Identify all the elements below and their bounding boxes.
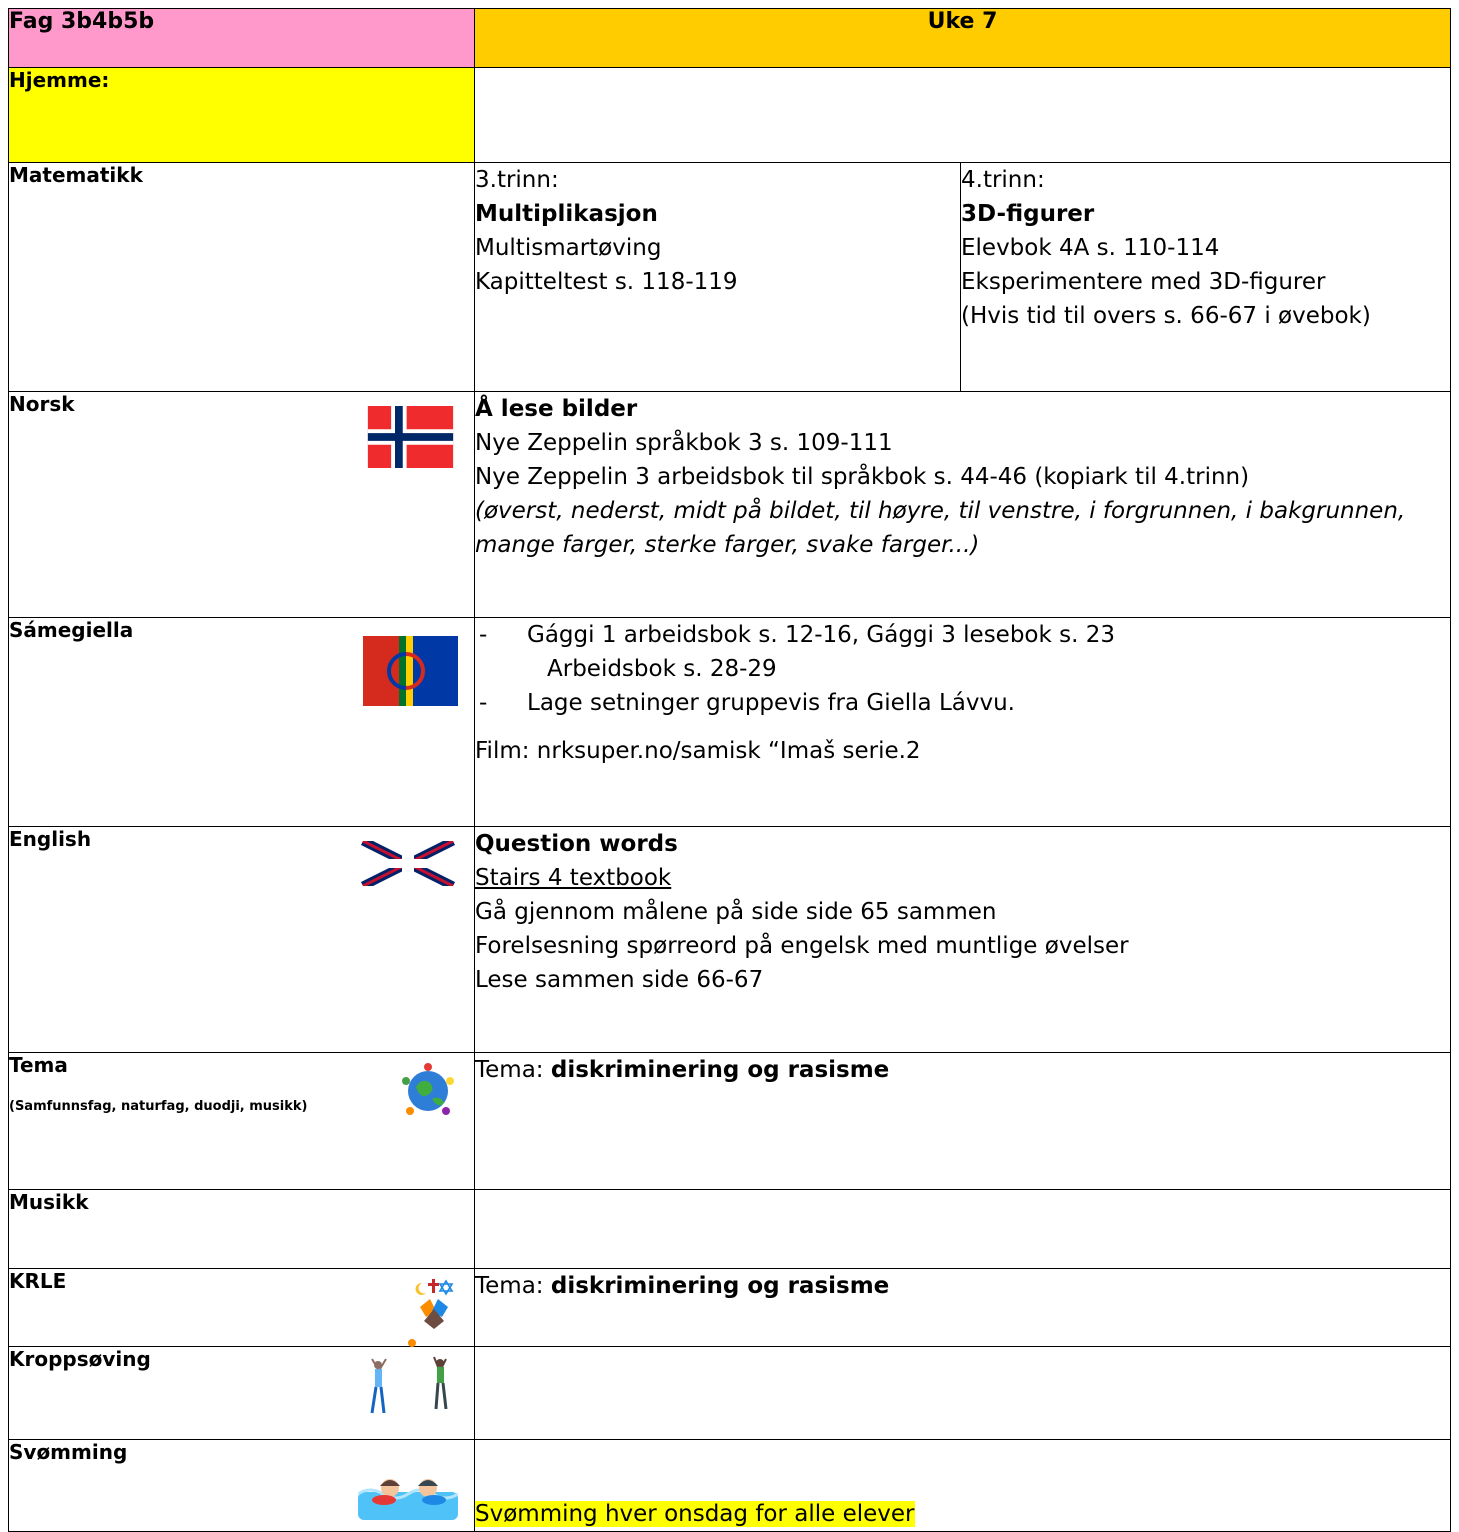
- samegiella-list: [475, 618, 1450, 652]
- kroppsoving-label-cell: [9, 1347, 475, 1440]
- svomming-text: Svømming hver onsdag for alle elever: [475, 1501, 915, 1527]
- globe-people-icon: [398, 1059, 458, 1119]
- hjemme-label-cell: [9, 68, 475, 163]
- hjemme-label: Hjemme:: [9, 68, 110, 92]
- krle-content-cell: [475, 1269, 1451, 1347]
- weekly-plan-table: [8, 8, 1451, 1532]
- tema-topic: diskriminering og rasisme: [550, 1057, 890, 1083]
- english-label: English: [9, 827, 92, 851]
- svomming-content-cell: [475, 1440, 1451, 1532]
- hjemme-content-cell: [475, 68, 1451, 163]
- samegiella-item-text: Lage setninger gruppevis fra Giella Lávvu.: [527, 690, 1015, 716]
- english-line: Forelsesning spørreord på engelsk med muntlige øvelser: [475, 933, 1129, 959]
- tema-prefix: Tema:: [475, 1057, 551, 1083]
- matematikk-3trinn-line: Kapitteltest s. 118-119: [475, 269, 738, 295]
- fag-header: [9, 9, 475, 68]
- matematikk-4trinn-line: (Hvis tid til overs s. 66-67 i øvebok): [961, 303, 1371, 329]
- norsk-topic: Å lese bilder: [475, 396, 638, 422]
- english-topic: Question words: [475, 831, 678, 857]
- samegiella-item-text: Gággi 1 arbeidsbok s. 12-16, Gággi 3 lesebok s. 23: [527, 622, 1116, 648]
- tema-content-cell: [475, 1053, 1451, 1190]
- spacer: [475, 720, 1450, 734]
- matematikk-3trinn-line: Multismartøving: [475, 235, 662, 261]
- matematikk-3trinn-topic: Multiplikasjon: [475, 201, 658, 227]
- matematikk-4trinn-topic: 3D-figurer: [961, 201, 1095, 227]
- norsk-line: Nye Zeppelin 3 arbeidsbok til språkbok s. 44-46 (kopiark til 4.trinn): [475, 464, 1250, 490]
- tema-label: Tema: [9, 1053, 68, 1077]
- kids-playing-ball-icon: [364, 1339, 464, 1419]
- musikk-label: Musikk: [9, 1190, 89, 1214]
- uk-flag-icon: [358, 841, 458, 886]
- krle-label: KRLE: [9, 1269, 67, 1293]
- english-label-cell: [9, 827, 475, 1053]
- norsk-line: Nye Zeppelin språkbok 3 s. 109-111: [475, 430, 893, 456]
- svomming-label-cell: [9, 1440, 475, 1532]
- list-item: [475, 686, 1450, 720]
- krle-label-cell: [9, 1269, 475, 1347]
- english-textbook: Stairs 4 textbook: [475, 865, 672, 891]
- tema-subjects-note: (Samfunnsfag, naturfag, duodji, musikk): [9, 1099, 308, 1114]
- samegiella-sub-item: Arbeidsbok s. 28-29: [547, 656, 777, 682]
- english-line: Lese sammen side 66-67: [475, 967, 764, 993]
- swimming-kids-icon: [358, 1470, 458, 1520]
- samegiella-content-cell: [475, 618, 1451, 827]
- english-content-cell: [475, 827, 1451, 1053]
- matematikk-3trinn-heading: 3.trinn:: [475, 167, 559, 193]
- matematikk-4trinn-heading: 4.trinn:: [961, 167, 1045, 193]
- norsk-label: Norsk: [9, 392, 75, 416]
- musikk-label-cell: [9, 1190, 475, 1269]
- norway-flag-icon: [363, 406, 458, 468]
- sami-flag-icon: [363, 636, 458, 706]
- samegiella-list: [475, 686, 1450, 720]
- religion-symbols-hands-icon: [414, 1277, 454, 1332]
- samegiella-label: Sámegiella: [9, 618, 134, 642]
- krle-topic: diskriminering og rasisme: [550, 1273, 890, 1299]
- week-header-text: Uke 7: [927, 9, 998, 34]
- tema-label-cell: [9, 1053, 475, 1190]
- english-line: Gå gjennom målene på side side 65 sammen: [475, 899, 997, 925]
- matematikk-label-cell: [9, 163, 475, 392]
- norsk-content-cell: [475, 392, 1451, 618]
- matematikk-4trinn-line: Elevbok 4A s. 110-114: [961, 235, 1220, 261]
- week-header: [475, 9, 1451, 68]
- krle-prefix: Tema:: [475, 1273, 551, 1299]
- samegiella-label-cell: [9, 618, 475, 827]
- svomming-label: Svømming: [9, 1440, 128, 1464]
- kroppsoving-content-cell: [475, 1347, 1451, 1440]
- musikk-content-cell: [475, 1190, 1451, 1269]
- kroppsoving-label: Kroppsøving: [9, 1347, 151, 1371]
- norsk-label-cell: [9, 392, 475, 618]
- matematikk-4trinn-cell: [961, 163, 1451, 392]
- matematikk-3trinn-cell: [475, 163, 961, 392]
- matematikk-4trinn-line: Eksperimentere med 3D-figurer: [961, 269, 1326, 295]
- fag-header-text: Fag 3b4b5b: [9, 9, 155, 34]
- samegiella-film: Film: nrksuper.no/samisk “Imaš serie.2: [475, 738, 921, 764]
- list-item: [475, 618, 1450, 652]
- matematikk-label: Matematikk: [9, 163, 143, 187]
- norsk-vocabulary-note: (øverst, nederst, midt på bildet, til høyre, til venstre, i forgrunnen, i bakgrunnen, mange farger, sterke farger, svake farger...): [475, 498, 1406, 558]
